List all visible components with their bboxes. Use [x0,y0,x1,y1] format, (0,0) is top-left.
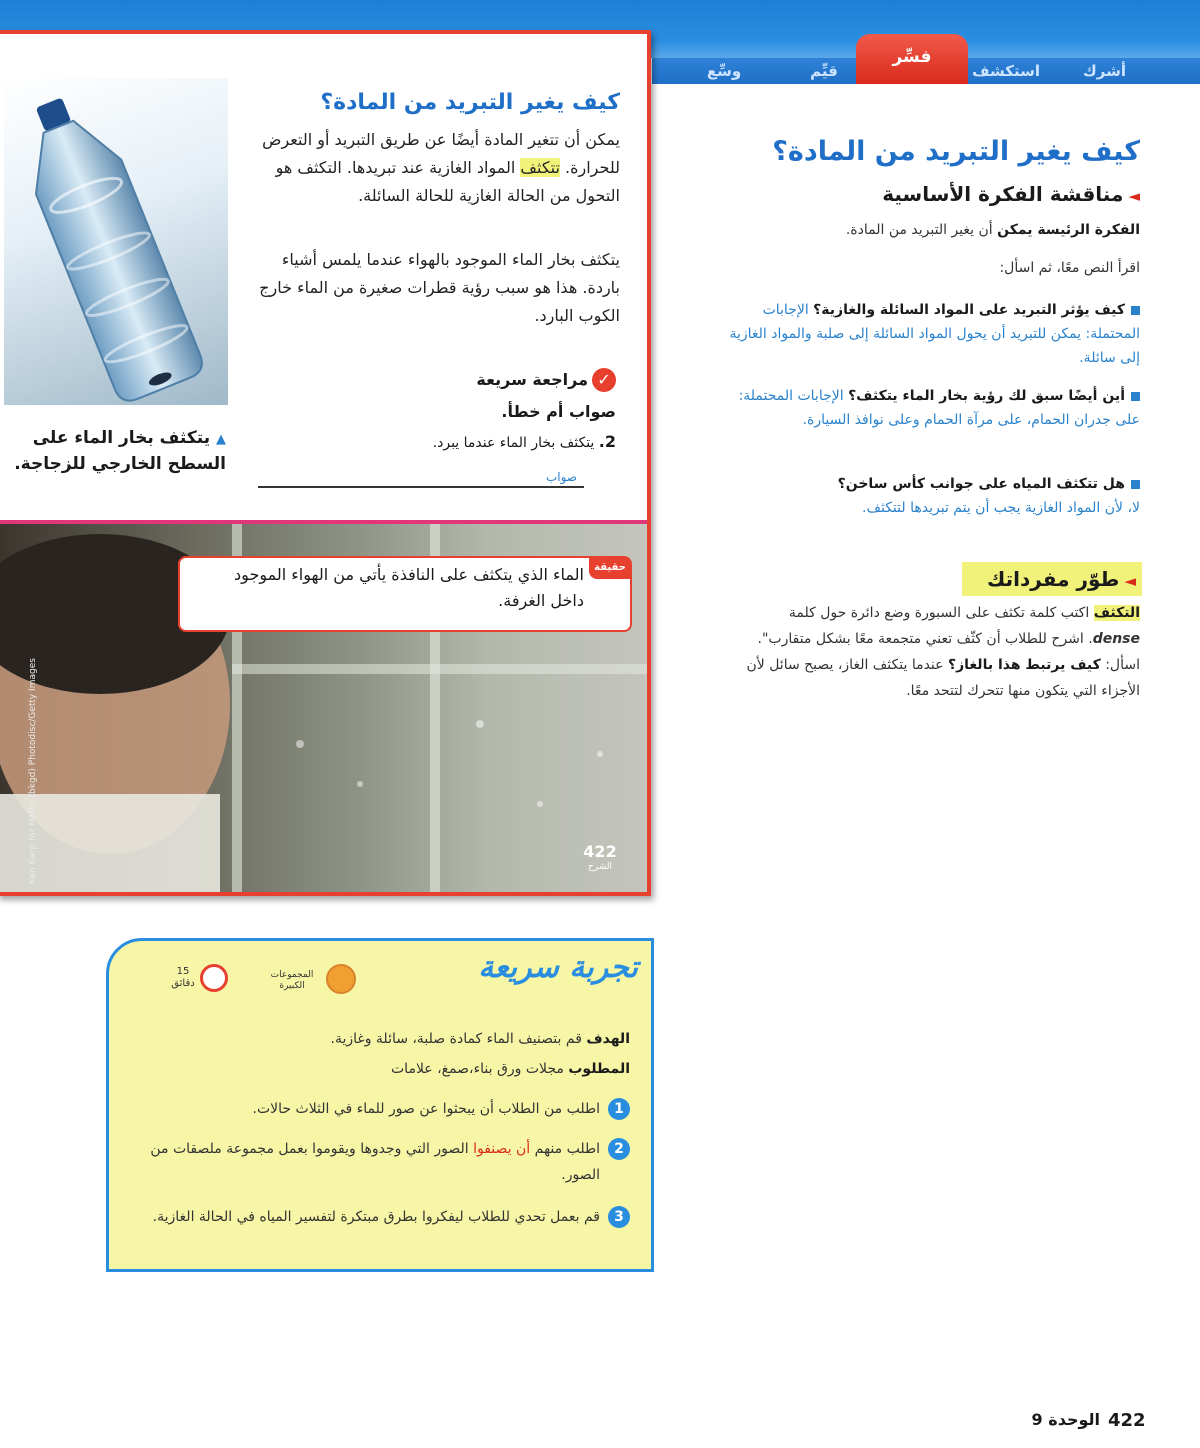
goal-label: الهدف [586,1031,630,1047]
answer-2-text: الإجابات المحتملة: على جدران الحمام، على مرآة الحمام وعلى نوافذ السيارة. [738,388,1140,428]
answer-1-text: الإجابات المحتملة: يمكن للتبريد أن يحول المواد السائلة إلى صلبة والمواد الغازية إلى سائلة. [729,302,1140,366]
time-unit: دقائق [171,978,195,989]
question-2 [718,384,1140,432]
vocab-text-b: . اشرح للطلاب أن كثّف تعني متجمعة معًا بشكل متقارب". اسأل: [757,631,1140,673]
footer-unit: الوحدة 9 [1031,1410,1100,1429]
student-page-label: الشرح [587,862,613,872]
photo-credit: Ken Karp for MMH; (bkgd) Photodisc/Getty Images [28,658,38,884]
p1-start: يمكن أن تتغير المادة أيضًا عن طريق التبريد أو التعرض للحرارة. [262,130,620,177]
review-item [380,432,616,451]
section-discuss-main-idea [760,182,1140,206]
step-1-number: 1 [608,1098,630,1120]
bullet-square-icon [1131,306,1140,315]
time-label [170,966,196,990]
student-paragraph-2: يتكثف بخار الماء الموجود بالهواء عندما يلمس أشياء باردة. هذا هو سبب رؤية قطرات صغيرة من الماء خارج الكوب البارد. [259,250,620,325]
tab-explore[interactable]: استكشف [972,62,1040,80]
lab-materials [130,1056,630,1082]
group-icon [326,964,356,994]
group-label: المجموعات الكبيرة [270,970,314,991]
vocab-text-c: عندما يتكثف الغاز، يصبح سائل لأن الأجزاء التي يتكون منها تتحرك لتتحد معًا. [746,657,1140,699]
question-1-text: كيف يؤثر التبريد على المواد السائلة والغازية؟ [813,302,1125,318]
vocab-term: التكثف [1093,605,1140,621]
clock-icon [200,964,228,992]
materials-label: المطلوب [568,1061,630,1077]
step-2-text [130,1136,600,1188]
main-idea-label: الفكرة الرئيسة يمكن [997,222,1140,238]
lab-goal [130,1026,630,1052]
student-title: كيف يغير التبريد من المادة؟ [320,90,620,115]
main-idea [700,218,1140,242]
vocab-english-word: dense [1092,631,1140,647]
bullet-square-icon [1131,480,1140,489]
fact-badge: حقيقة [589,557,631,579]
fact-text: الماء الذي يتكثف على النافذة يأتي من الهواء الموجود داخل الغرفة. [234,565,584,610]
step-2-red: أن يصنفوا [473,1141,531,1157]
answer-3-text: لا، لأن المواد الغازية يجب أن يتم تبريدها لتتكثف. [862,500,1140,516]
student-page-panel [0,30,651,896]
bottle-caption [4,426,226,476]
teacher-title: كيف يغير التبريد من المادة؟ [772,136,1140,167]
question-3-text: هل تتكثف المياه على جوانب كأس ساخن؟ [837,476,1125,492]
main-idea-text: أن يغير التبريد من المادة. [845,222,998,238]
step-3-text: قم بعمل تحدي للطلاب ليفكروا بطرق مبتكرة لتفسير المياه في الحالة الغازية. [152,1209,600,1225]
vocab-text-a: اكتب كلمة تكثف على السبورة وضع دائرة حول كلمة [788,605,1094,621]
bullet-square-icon [1131,392,1140,401]
goal-text: قم بتصنيف الماء كمادة صلبة، سائلة وغازية. [330,1031,587,1047]
footer-page-number: 422 [1108,1410,1146,1431]
caption-triangle-icon: ▲ [216,432,226,447]
review-question: صواب أم خطأ. [501,402,616,421]
step-1-text: اطلب من الطلاب أن يبحثوا عن صور للماء في الثلاث حالات. [252,1101,600,1117]
read-prompt: اقرأ النص معًا، ثم اسأل: [999,260,1140,276]
vocab-question: كيف يرتبط هذا بالغاز؟ [947,657,1101,673]
vocab-paragraph [740,600,1140,704]
section-heading-1: مناقشة الفكرة الأساسية [882,182,1124,206]
review-item-text: يتكثف بخار الماء عندما يبرد. [432,435,595,451]
section-vocabulary [962,562,1142,596]
answer-line [258,486,584,488]
caption-text: يتكثف بخار الماء على السطح الخارجي للزجاجة. [14,428,226,474]
red-triangle-icon: ◄ [1124,572,1136,590]
step-2-b: الصور التي وجدوها ويقوموا بعمل مجموعة ملصقات من الصور. [150,1141,600,1183]
tab-evaluate[interactable]: قيِّم [810,62,838,80]
step-2-a: اطلب منهم [530,1141,600,1157]
student-paragraph-1 [258,126,620,210]
red-triangle-icon: ◄ [1128,187,1140,205]
bottle-photo [4,78,228,405]
question-2-text: أين أيضًا سبق لك رؤية بخار الماء يتكثف؟ [848,388,1125,404]
question-1 [718,298,1140,370]
key-term-condense: تتكثف [520,158,560,177]
checkmark-icon: ✓ [592,368,616,392]
tab-engage[interactable]: أشرك [1083,62,1126,80]
tab-extend[interactable]: وسِّع [706,62,742,80]
quick-review-title: مراجعة سريعة [476,370,588,389]
time-value: 15 [176,966,190,977]
review-item-number: 2. [598,432,616,451]
step-2-number: 2 [608,1138,630,1160]
materials-text: مجلات ورق بناء،صمغ، علامات [391,1061,569,1077]
review-answer: صواب [546,470,578,484]
quick-lab-title: تجربة سريعة [478,950,638,985]
water-bottle-image [4,78,228,405]
question-3 [718,472,1140,520]
tab-explain[interactable]: فسِّر [856,34,968,84]
student-page-number: 422 [583,842,617,861]
p1-end: المواد الغازية عند تبريدها. التكثف هو التحول من الحالة الغازية للحالة السائلة. [275,158,620,205]
section-heading-2: طوّر مفرداتك [987,567,1120,591]
step-3-number: 3 [608,1206,630,1228]
